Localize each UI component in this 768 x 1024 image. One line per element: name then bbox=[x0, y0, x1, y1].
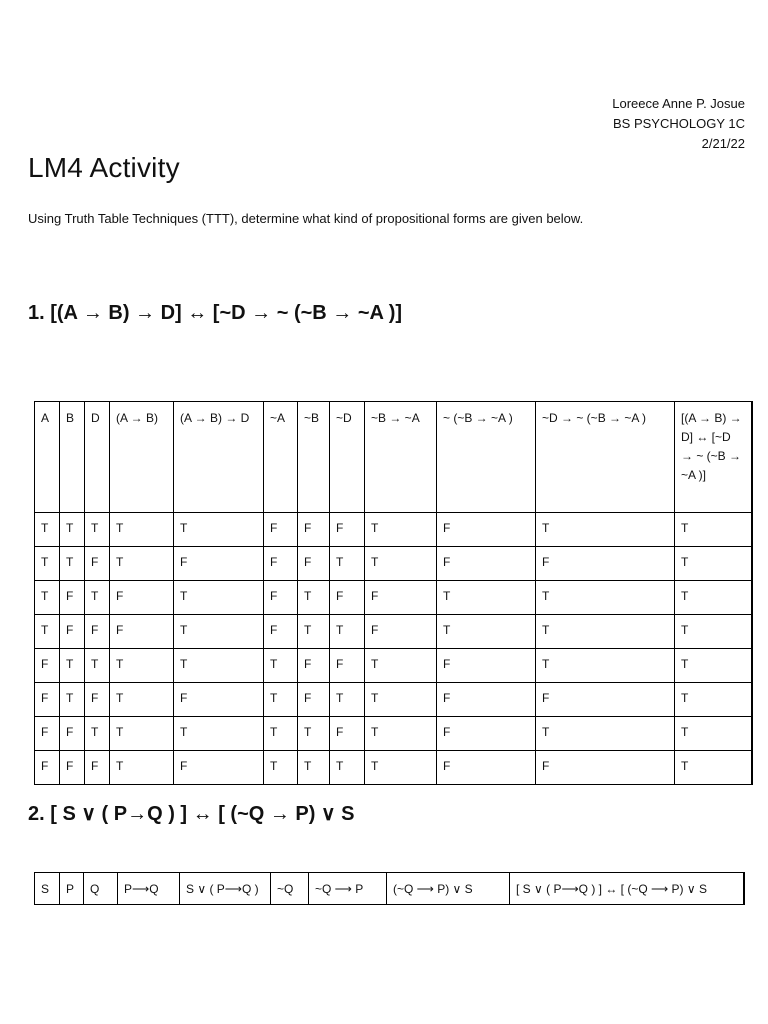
column-header: ~B → ~A bbox=[365, 402, 437, 513]
table-row bbox=[35, 615, 752, 649]
table-cell: F bbox=[298, 683, 330, 717]
table-cell: F bbox=[85, 751, 110, 785]
table-cell: F bbox=[365, 581, 437, 615]
truth-table-1 bbox=[34, 401, 753, 785]
table-cell: T bbox=[110, 649, 174, 683]
table-cell: T bbox=[330, 547, 365, 581]
table-cell: F bbox=[330, 649, 365, 683]
table-cell: T bbox=[675, 751, 752, 785]
table-cell: T bbox=[174, 649, 264, 683]
table-cell: F bbox=[85, 615, 110, 649]
table-cell: T bbox=[298, 717, 330, 751]
table-cell: T bbox=[365, 751, 437, 785]
table-cell: T bbox=[264, 683, 298, 717]
table-cell: F bbox=[437, 751, 536, 785]
table-cell: T bbox=[437, 615, 536, 649]
column-header: ~ (~B → ~A ) bbox=[437, 402, 536, 513]
table-cell: T bbox=[675, 683, 752, 717]
table-cell: T bbox=[110, 751, 174, 785]
table-cell: T bbox=[675, 649, 752, 683]
table-cell: T bbox=[365, 649, 437, 683]
table-cell: F bbox=[174, 683, 264, 717]
table-cell: F bbox=[330, 717, 365, 751]
table-cell: T bbox=[35, 615, 60, 649]
table-cell: F bbox=[35, 751, 60, 785]
table-cell: F bbox=[35, 717, 60, 751]
table-cell: T bbox=[174, 615, 264, 649]
table-cell: T bbox=[174, 581, 264, 615]
table-cell: T bbox=[675, 513, 752, 547]
table-cell: T bbox=[174, 717, 264, 751]
student-program: BS PSYCHOLOGY 1C bbox=[613, 116, 745, 131]
column-header: Q bbox=[84, 873, 118, 905]
table-cell: T bbox=[85, 581, 110, 615]
table-cell: F bbox=[35, 683, 60, 717]
table-cell: F bbox=[60, 615, 85, 649]
table-cell: T bbox=[60, 649, 85, 683]
table-cell: F bbox=[536, 751, 675, 785]
table-cell: T bbox=[264, 717, 298, 751]
table-cell: F bbox=[330, 513, 365, 547]
table-cell: F bbox=[110, 615, 174, 649]
table-cell: T bbox=[85, 717, 110, 751]
table-cell: F bbox=[298, 513, 330, 547]
problem-2-heading: 2. [ S ∨ ( P→Q ) ] ↔ [ (~Q → P) ∨ S bbox=[28, 803, 355, 825]
table-row bbox=[35, 581, 752, 615]
table-cell: T bbox=[536, 717, 675, 751]
table-cell: F bbox=[365, 615, 437, 649]
column-header: ~A bbox=[264, 402, 298, 513]
table-cell: F bbox=[174, 751, 264, 785]
table-cell: F bbox=[110, 581, 174, 615]
column-header: [(A → B) → D] ↔ [~D → ~ (~B → ~A )] bbox=[675, 402, 752, 513]
table-cell: T bbox=[110, 513, 174, 547]
table-cell: T bbox=[675, 615, 752, 649]
column-header: ~B bbox=[298, 402, 330, 513]
table-cell: T bbox=[110, 547, 174, 581]
student-name: Loreece Anne P. Josue bbox=[612, 96, 745, 111]
student-info bbox=[612, 94, 745, 154]
table-row bbox=[35, 649, 752, 683]
table-row bbox=[35, 513, 752, 547]
column-header: B bbox=[60, 402, 85, 513]
table-cell: F bbox=[85, 683, 110, 717]
table-cell: T bbox=[675, 581, 752, 615]
table-cell: T bbox=[298, 581, 330, 615]
table-cell: T bbox=[536, 649, 675, 683]
table-cell: T bbox=[675, 717, 752, 751]
column-header: (~Q ⟶ P) ∨ S bbox=[387, 873, 510, 905]
column-header: ~Q bbox=[271, 873, 309, 905]
table-cell: F bbox=[536, 683, 675, 717]
table-cell: T bbox=[60, 683, 85, 717]
table-cell: T bbox=[330, 615, 365, 649]
table-cell: T bbox=[264, 649, 298, 683]
table-cell: F bbox=[437, 547, 536, 581]
table-cell: T bbox=[85, 649, 110, 683]
table-cell: T bbox=[298, 615, 330, 649]
table-cell: T bbox=[60, 547, 85, 581]
table-cell: F bbox=[437, 683, 536, 717]
table-row bbox=[35, 751, 752, 785]
table-row bbox=[35, 717, 752, 751]
column-header: ~D bbox=[330, 402, 365, 513]
column-header: P⟶Q bbox=[118, 873, 180, 905]
header-row bbox=[35, 873, 744, 905]
table-cell: T bbox=[110, 717, 174, 751]
table-cell: F bbox=[298, 649, 330, 683]
table-cell: F bbox=[437, 717, 536, 751]
table-cell: T bbox=[35, 581, 60, 615]
table-row bbox=[35, 547, 752, 581]
column-header: P bbox=[60, 873, 84, 905]
table-cell: F bbox=[264, 513, 298, 547]
table-cell: T bbox=[264, 751, 298, 785]
submission-date: 2/21/22 bbox=[701, 136, 745, 151]
table-cell: F bbox=[330, 581, 365, 615]
page-title: LM4 Activity bbox=[28, 152, 180, 183]
table-cell: T bbox=[330, 683, 365, 717]
table-cell: T bbox=[365, 717, 437, 751]
column-header: S bbox=[35, 873, 60, 905]
table-cell: T bbox=[536, 581, 675, 615]
table-cell: F bbox=[60, 581, 85, 615]
column-header: ~Q ⟶ P bbox=[309, 873, 387, 905]
table-cell: F bbox=[264, 581, 298, 615]
table-cell: T bbox=[174, 513, 264, 547]
table-row bbox=[35, 683, 752, 717]
column-header: ~D → ~ (~B → ~A ) bbox=[536, 402, 675, 513]
table-cell: F bbox=[60, 717, 85, 751]
table-cell: T bbox=[536, 513, 675, 547]
column-header: (A → B) bbox=[110, 402, 174, 513]
table-cell: T bbox=[85, 513, 110, 547]
table-cell: T bbox=[298, 751, 330, 785]
instructions: Using Truth Table Techniques (TTT), determine what kind of propositional forms are given below. bbox=[28, 211, 584, 226]
column-header: (A → B) → D bbox=[174, 402, 264, 513]
table-cell: T bbox=[110, 683, 174, 717]
table-cell: T bbox=[60, 513, 85, 547]
table-cell: T bbox=[365, 683, 437, 717]
table-cell: F bbox=[85, 547, 110, 581]
table-cell: F bbox=[35, 649, 60, 683]
table-cell: F bbox=[264, 547, 298, 581]
column-header: S ∨ ( P⟶Q ) bbox=[180, 873, 271, 905]
header-row bbox=[35, 402, 752, 513]
table-cell: F bbox=[60, 751, 85, 785]
table-cell: F bbox=[437, 649, 536, 683]
table-cell: F bbox=[298, 547, 330, 581]
table-cell: T bbox=[330, 751, 365, 785]
table-cell: T bbox=[35, 513, 60, 547]
column-header: [ S ∨ ( P⟶Q ) ] ↔ [ (~Q ⟶ P) ∨ S bbox=[510, 873, 744, 905]
table-cell: T bbox=[536, 615, 675, 649]
table-cell: T bbox=[365, 513, 437, 547]
column-header: D bbox=[85, 402, 110, 513]
table-cell: T bbox=[675, 547, 752, 581]
table-cell: F bbox=[264, 615, 298, 649]
column-header: A bbox=[35, 402, 60, 513]
problem-1-heading: 1. [(A → B) → D] ↔ [~D → ~ (~B → ~A )] bbox=[28, 302, 403, 324]
table-cell: F bbox=[437, 513, 536, 547]
truth-table-2 bbox=[34, 872, 745, 905]
table-cell: T bbox=[365, 547, 437, 581]
table-cell: F bbox=[174, 547, 264, 581]
table-cell: T bbox=[35, 547, 60, 581]
table-cell: F bbox=[536, 547, 675, 581]
table-cell: T bbox=[437, 581, 536, 615]
